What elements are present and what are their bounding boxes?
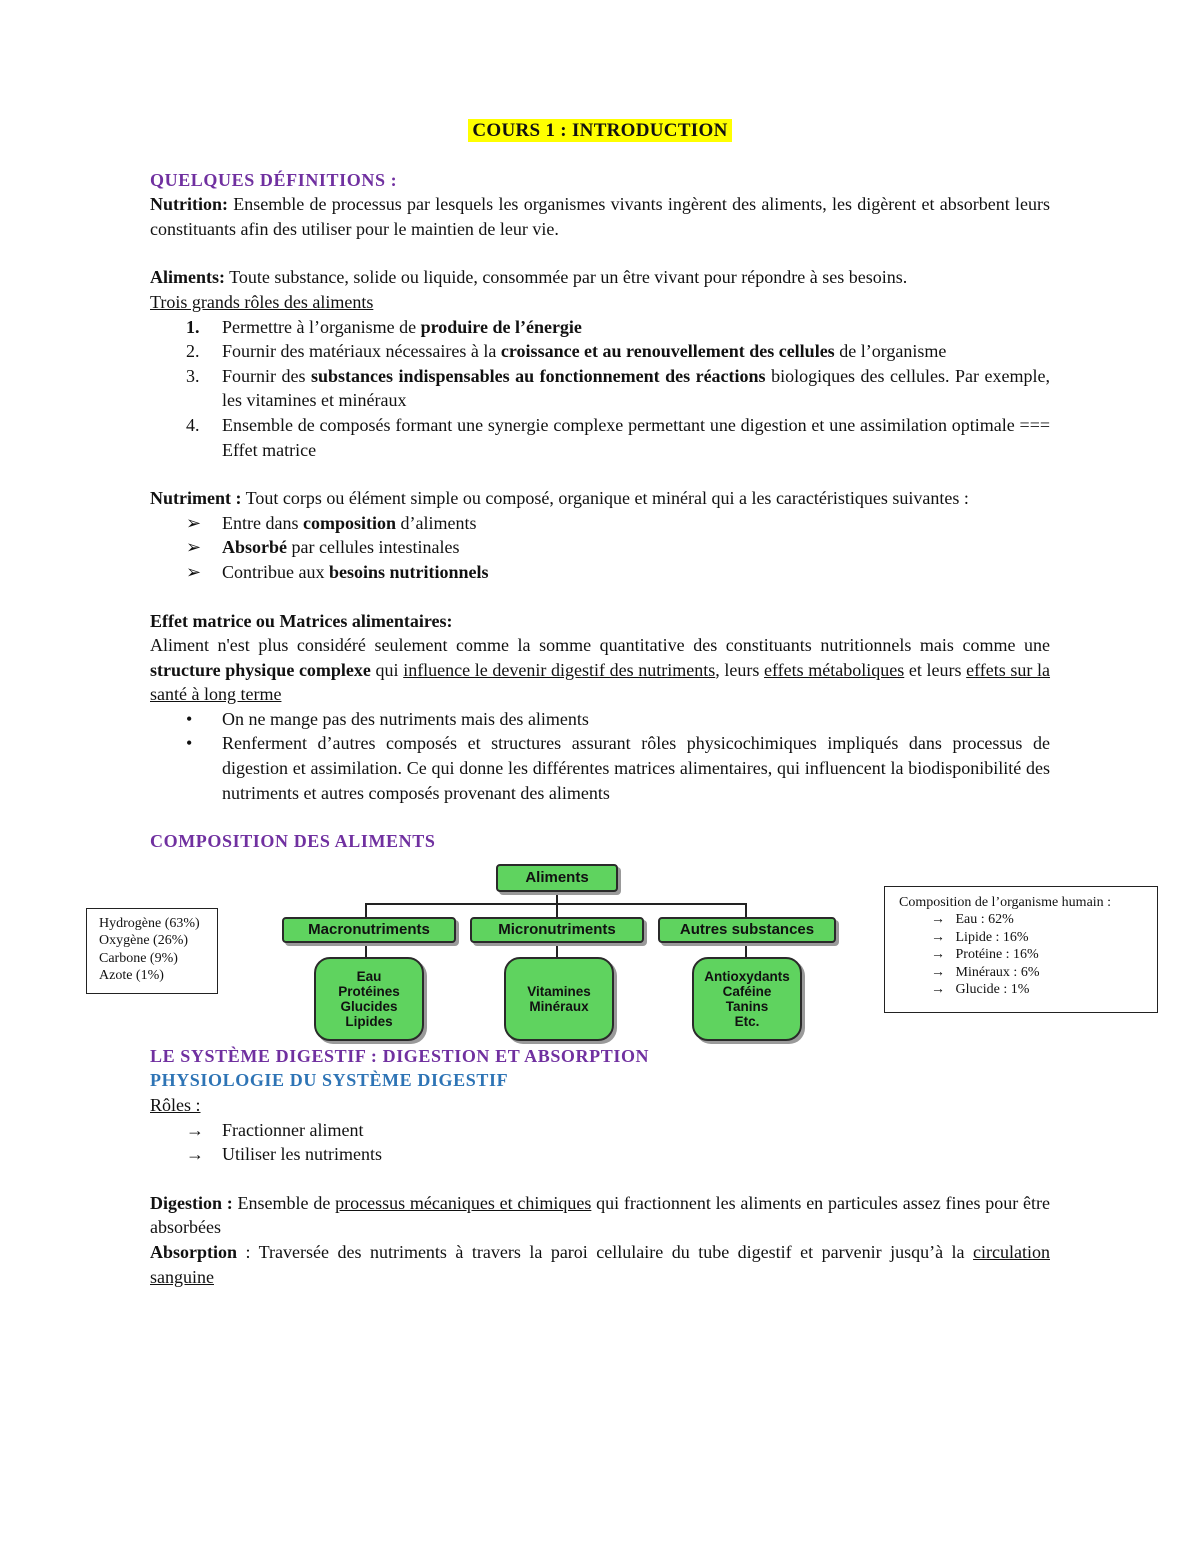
arrow-icon: → [931,929,945,945]
para-underlined-text: influence le devenir digestif des nutriments [403,659,716,680]
aliments-definition [150,265,1050,290]
list-item [150,1142,1050,1167]
item-bold-text: Absorbé [222,537,288,558]
list-item [150,707,1050,732]
list-number: 4. [186,414,200,435]
node-item: Protéines [338,983,400,999]
title-line [150,118,1050,144]
matrice-title [150,609,1050,634]
composition-diagram [99,854,1138,1044]
digestion-definition [150,1191,1050,1240]
list-item [150,731,1050,805]
arrow-icon: → [931,964,945,980]
box-line: Hydrogène (63%) [99,915,200,931]
arrow-icon: → [186,1144,204,1165]
item-text: Fournir des matériaux nécessaires à la [222,341,501,362]
para-text: Ensemble de [232,1192,336,1213]
list-item [150,511,1050,536]
aliments-term: Aliments: [150,267,225,288]
nutriment-text: Tout corps ou élément simple ou composé, organique et minéral qui a les caractéristiques suivantes : [241,488,969,509]
nutrition-text: Ensemble de processus par lesquels les organismes vivants ingèrent des aliments, les digèrent et absorbent leurs constituants afin des utiliser pour le maintien de leur vie. [150,194,1050,239]
box-line-text: Protéine : 16% [955,947,1039,963]
nutriment-term: Nutriment : [150,488,242,509]
item-text: Fournir des [222,365,311,386]
node-item: Minéraux [529,998,589,1014]
connector-line [365,903,367,917]
nutriment-definition [150,486,1050,511]
item-text: Utiliser les nutriments [222,1144,382,1165]
list-item [150,535,1050,560]
node-item: Lipides [345,1013,393,1029]
item-text: d’aliments [396,512,477,533]
box-line-text: Minéraux : 6% [955,964,1040,980]
item-text: Fractionner aliment [222,1119,364,1140]
item-bold-text: composition [302,512,396,533]
matrice-list [150,707,1050,805]
node-autres-substances: Autres substances [658,917,836,943]
connector-line [556,941,558,957]
list-item [150,364,1050,413]
matrice-paragraph [150,633,1050,707]
connector-line [556,903,558,917]
node-micronutriments: Micronutriments [470,917,644,943]
list-item [150,560,1050,585]
roles-title: Trois grands rôles des aliments [150,291,374,312]
connector-line [745,941,747,957]
list-item [150,315,1050,340]
subsection-heading-physiologie: PHYSIOLOGIE DU SYSTÈME DIGESTIF [150,1070,509,1091]
node-item: Caféine [722,983,772,999]
arrow-icon: → [931,947,945,963]
nutrition-definition [150,192,1050,241]
arrow-icon: → [931,982,945,998]
node-item: Glucides [340,998,398,1014]
para-underlined-text: effets sur la santé à long terme [150,659,1051,705]
para-text: qui [370,659,404,680]
nutrition-term: Nutrition: [150,194,228,215]
aliments-text: Toute substance, solide ou liquide, consommée par un être vivant pour répondre à ses besoins. [225,267,908,288]
connector-line [556,890,558,904]
para-underlined-text: circulation sanguine [150,1242,1050,1287]
element-composition-box [86,908,218,994]
box-line: Oxygène (26%) [99,933,189,949]
node-item: Etc. [734,1013,760,1029]
box-line [899,964,1157,982]
node-micronutriments-list [504,957,614,1041]
item-text: On ne mange pas des nutriments mais des aliments [222,708,589,729]
nutriment-list [150,511,1050,585]
arrow-bullet-icon: ➢ [186,561,202,582]
para-underlined-text: processus mécaniques et chimiques [335,1192,592,1213]
arrow-icon: → [931,912,945,928]
node-aliments: Aliments [496,864,618,892]
node-item: Antioxydants [704,968,790,984]
page-title: COURS 1 : INTRODUCTION [468,119,731,142]
node-macronutriments: Macronutriments [282,917,456,943]
section-heading-digestif: LE SYSTÈME DIGESTIF : DIGESTION ET ABSORPTION [150,1045,650,1066]
connector-line [365,941,367,957]
document-page [99,118,1112,1289]
list-number: 2. [186,341,200,362]
para-text: qui fractionnent les aliments en particules assez fines pour être absorbées [150,1192,1050,1238]
absorption-term: Absorption [150,1242,238,1262]
node-macronutriments-list [314,957,424,1041]
list-number: 3. [186,365,200,386]
arrow-icon: → [186,1119,204,1140]
bullet-icon: • [186,708,193,729]
box-line: Carbone (9%) [99,950,178,966]
box-line [899,911,1157,929]
item-bold-text: produire de l’énergie [420,316,582,337]
arrow-bullet-icon: ➢ [186,537,202,558]
item-text: Ensemble de composés formant une synergie complexe permettant une digestion et une assimilation optimale === Effet matrice [222,414,1050,460]
node-autres-substances-list [692,957,802,1041]
node-item: Vitamines [527,983,591,999]
para-underlined-text: effets métaboliques [763,659,905,680]
item-text: Permettre à l’organisme de [222,316,421,337]
para-text: Aliment n'est plus considéré seulement comme la somme quantitative des constituants nutritionnels mais comme une [150,635,1050,656]
section-heading-definitions: QUELQUES DÉFINITIONS : [150,169,398,190]
list-item [150,339,1050,364]
absorption-definition [150,1240,1050,1289]
item-text: Entre dans [222,512,303,533]
node-item: Eau [356,968,382,984]
section-heading-composition: COMPOSITION DES ALIMENTS [150,831,436,852]
item-text: Contribue aux [222,561,329,582]
list-item [150,1118,1050,1143]
matrice-title-text: Effet matrice ou Matrices alimentaires: [150,610,453,631]
item-bold-text: substances indispensables au fonctionnement des réactions [311,365,766,386]
box-line [899,981,1157,999]
para-text: et leurs [904,659,967,680]
item-text: Renferment d’autres composés et structures assurant rôles physicochimiques impliqués dans processus de digestion et assimilation. Ce qui donne les différentes matrices alimentaires, qui influencent la biodisponibilité des nutriments et autres composés provenant des aliments [222,733,1050,803]
box-line-text: Lipide : 16% [955,929,1029,945]
connector-line [745,903,747,917]
list-item [150,413,1050,462]
box-line: Azote (1%) [99,968,164,984]
node-item: Tanins [725,998,769,1014]
item-bold-text: croissance et au renouvellement des cellules [500,341,835,362]
box-line-text: Glucide : 1% [955,982,1030,998]
roles-digestif-title: Rôles : [150,1095,201,1116]
box-line [899,929,1157,947]
roles-digestif-list [150,1118,1050,1167]
bullet-icon: • [186,733,193,754]
para-text: , leurs [715,659,764,680]
box-title: Composition de l’organisme humain : [899,894,1112,910]
para-bold-text: structure physique complexe [150,659,371,680]
item-text: par cellules intestinales [287,537,460,558]
box-line [899,946,1157,964]
item-bold-text: besoins nutritionnels [328,561,489,582]
arrow-bullet-icon: ➢ [186,512,202,533]
box-line-text: Eau : 62% [955,912,1014,928]
human-body-composition-box [884,886,1158,1013]
roles-list [150,315,1050,463]
list-number: 1. [186,316,200,337]
para-text: : Traversée des nutriments à travers la paroi cellulaire du tube digestif et parvenir jusqu’à la [237,1242,974,1262]
item-text: biologiques des cellules. Par exemple, les vitamines et minéraux [222,365,1050,411]
item-text: de l’organisme [834,341,947,362]
digestion-term: Digestion : [150,1192,233,1213]
